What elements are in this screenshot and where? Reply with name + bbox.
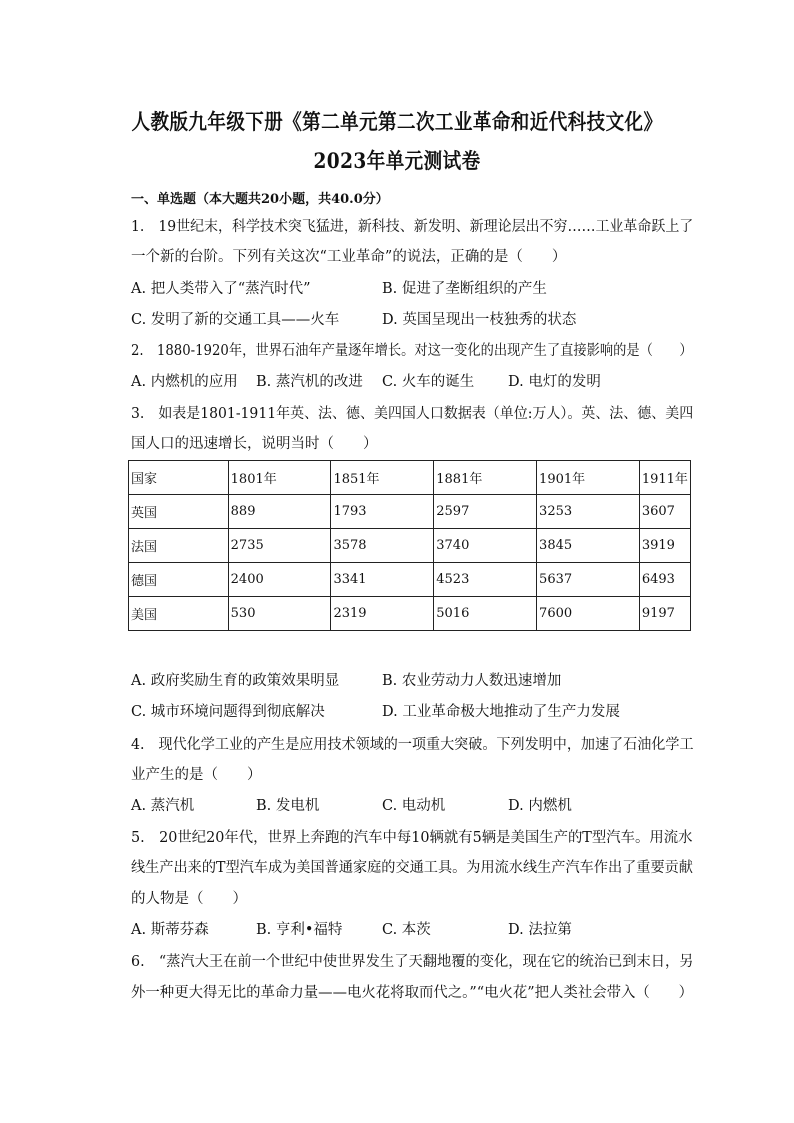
table-row [129,529,691,563]
page-subtitle: 2023年单元测试卷 [313,148,481,173]
table-cell: 3253 [537,495,640,529]
question-2-option-d: D. 电灯的发明 [508,374,601,390]
question-4-text-line-1: 4. 现代化学工业的产生是应用技术领域的一项重大突破。下列发明中，加速了石油化学工 [131,737,694,753]
question-1-option-d: D. 英国呈现出一枝独秀的状态 [382,312,577,328]
table-cell: 德国 [129,563,229,597]
question-5-text-line-2: 线生产出来的T型汽车成为美国普通家庭的交通工具。为用流水线生产汽车作出了重要贡献 [131,860,693,876]
table-cell: 美国 [129,597,229,631]
table-cell: 530 [228,597,331,631]
table-cell: 9197 [639,597,690,631]
table-cell: 英国 [129,495,229,529]
population-table [128,460,691,631]
table-header-cell: 1901年 [537,461,640,495]
table-header-cell: 国家 [129,461,229,495]
table-cell: 3341 [331,563,434,597]
question-3-text-line-1: 3. 如表是1801-1911年英、法、德、美四国人口数据表（单位:万人）。英、法、德、美四 [131,406,694,422]
question-5-option-a: A. 斯蒂芬森 [131,922,209,938]
table-cell: 2735 [228,529,331,563]
question-1-option-b: B. 促进了垄断组织的产生 [382,281,547,297]
table-cell: 2597 [434,495,537,529]
table-cell: 5016 [434,597,537,631]
table-header-cell: 1911年 [639,461,690,495]
question-6-text-line-2: 外一种更大得无比的革命力量——电火花将取而代之。”“电火花”把人类社会带入（ ） [131,985,694,1001]
table-cell: 2319 [331,597,434,631]
table-cell: 3845 [537,529,640,563]
question-5-option-b: B. 亨利•福特 [256,922,343,938]
table-cell: 7600 [537,597,640,631]
table-cell: 2400 [228,563,331,597]
question-6-text-line-1: 6. “蒸汽大王在前一个世纪中使世界发生了天翻地覆的变化，现在它的统治已到末日，另 [131,954,694,970]
question-1-text-line-1: 1. 19世纪末，科学技术突飞猛进，新科技、新发明、新理论层出不穷……工业革命跃上了 [131,219,694,235]
question-5-option-c: C. 本茨 [382,922,431,938]
table-cell: 3578 [331,529,434,563]
question-2-option-b: B. 蒸汽机的改进 [256,374,363,390]
table-row [129,597,691,631]
question-3-option-a: A. 政府奖励生育的政策效果明显 [131,673,340,689]
question-4-text-line-2: 业产生的是（ ） [131,767,262,783]
table-cell: 3607 [639,495,690,529]
table-header-cell: 1851年 [331,461,434,495]
question-3-text-line-2: 国人口的迅速增长，说明当时（ ） [131,436,378,452]
question-2-option-c: C. 火车的诞生 [382,374,475,390]
table-cell: 4523 [434,563,537,597]
question-2-text-line-1: 2. 1880-1920年，世界石油年产量逐年增长。对这一变化的出现产生了直接影响的是（ ） [131,343,693,359]
table-row [129,495,691,529]
table-header-cell: 1881年 [434,461,537,495]
question-4-option-d: D. 内燃机 [508,798,572,814]
question-4-option-c: C. 电动机 [382,798,446,814]
question-5-text-line-1: 5. 20世纪20年代，世界上奔跑的汽车中每10辆就有5辆是美国生产的T型汽车。用流水 [131,830,693,846]
table-cell: 1793 [331,495,434,529]
table-row [129,563,691,597]
table-cell: 5637 [537,563,640,597]
table-header-row [129,461,691,495]
question-5-option-d: D. 法拉第 [508,922,572,938]
table-cell: 6493 [639,563,690,597]
question-1-option-c: C. 发明了新的交通工具——火车 [131,312,340,328]
table-cell: 3919 [639,529,690,563]
table-cell: 889 [228,495,331,529]
question-1-text-line-2: 一个新的台阶。下列有关这次“工业革命”的说法，正确的是（ ） [131,249,567,265]
question-3-option-b: B. 农业劳动力人数迅速增加 [382,673,562,689]
table-cell: 法国 [129,529,229,563]
question-3-option-d: D. 工业革命极大地推动了生产力发展 [382,704,620,720]
table-header-cell: 1801年 [228,461,331,495]
question-5-text-line-3: 的人物是（ ） [131,891,247,907]
page-title: 人教版九年级下册《第二单元第二次工业革命和近代科技文化》 [131,109,663,134]
question-3-option-c: C. 城市环境问题得到彻底解决 [131,704,325,720]
question-1-option-a: A. 把人类带入了“蒸汽时代” [131,281,311,297]
question-4-option-b: B. 发电机 [256,798,320,814]
question-4-option-a: A. 蒸汽机 [131,798,195,814]
table-cell: 3740 [434,529,537,563]
question-2-option-a: A. 内燃机的应用 [131,374,238,390]
section-heading: 一、单选题（本大题共20小题，共40.0分） [131,192,389,207]
